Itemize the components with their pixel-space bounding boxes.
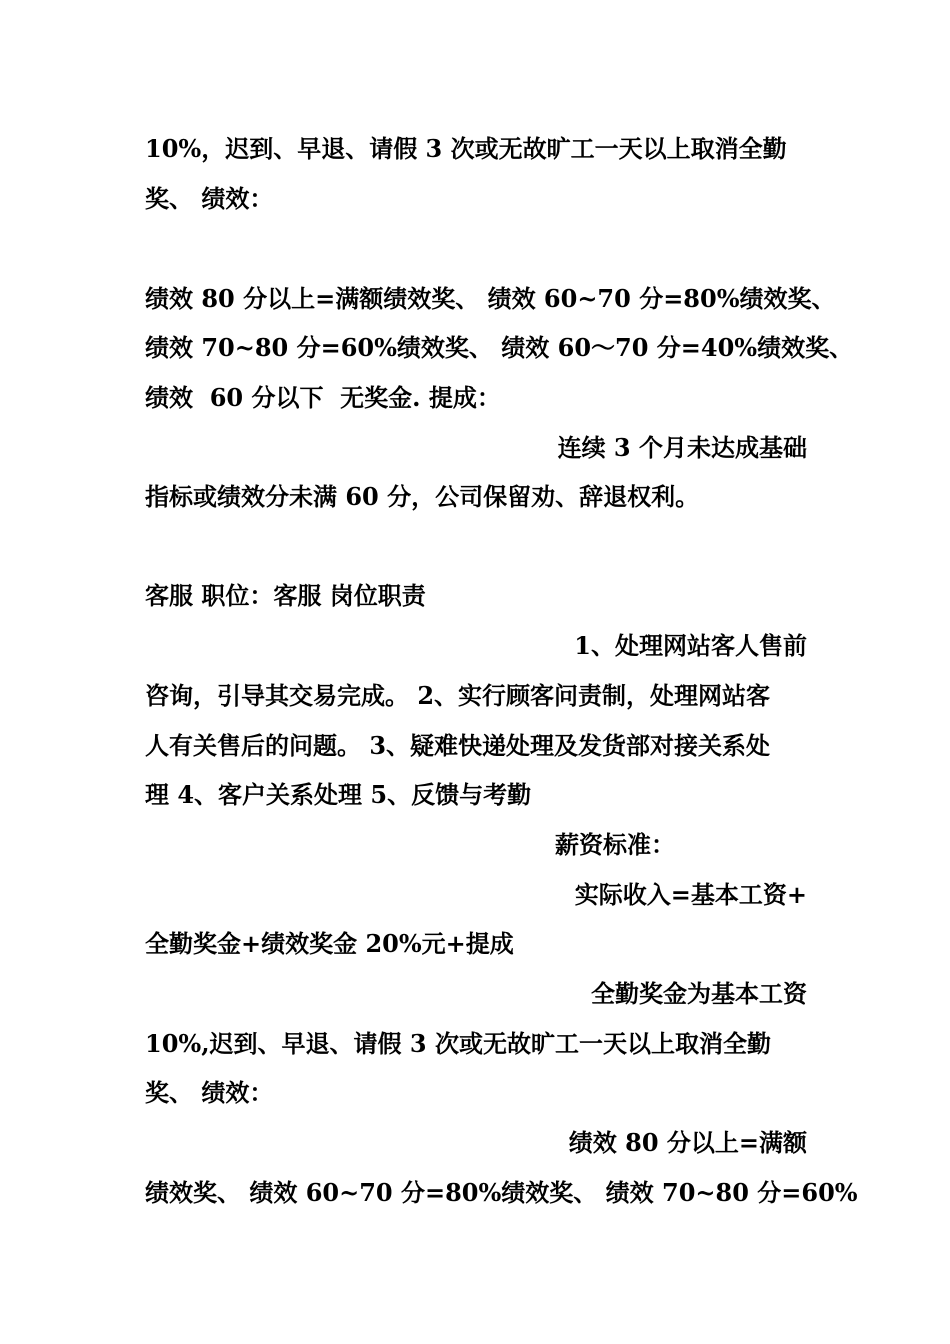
text-line: 1、处理网站客人售前 bbox=[574, 631, 807, 660]
text-line: 绩效奖、 绩效 60~70 分=80%绩效奖、 绩效 70~80 分=60% bbox=[145, 1178, 858, 1207]
text-line: 人有关售后的问题。 3、疑难快递处理及发货部对接关系处 bbox=[145, 731, 771, 760]
text-line: 10%，迟到、早退、请假 3 次或无故旷工一天以上取消全勤 bbox=[145, 134, 787, 163]
text-line: 绩效 80 分以上=满额 bbox=[568, 1128, 807, 1157]
text-line: 全勤奖金+绩效奖金 20%元+提成 bbox=[145, 929, 514, 958]
text-line: 全勤奖金为基本工资 bbox=[591, 979, 807, 1008]
text-line: 10%,迟到、早退、请假 3 次或无故旷工一天以上取消全勤 bbox=[145, 1029, 771, 1058]
text-line: 连续 3 个月未达成基础 bbox=[557, 433, 807, 462]
text-line: 指标或绩效分未满 60 分，公司保留劝、辞退权利。 bbox=[145, 482, 700, 511]
section-heading: 客服 职位：客服 岗位职责 bbox=[145, 581, 426, 610]
text-line: 绩效 80 分以上=满额绩效奖、 绩效 60~70 分=80%绩效奖、 bbox=[145, 284, 836, 313]
text-line: 实际收入=基本工资+ bbox=[574, 880, 807, 909]
text-line: 奖、 绩效： bbox=[145, 184, 274, 213]
text-line: 奖、 绩效： bbox=[145, 1078, 274, 1107]
text-line: 绩效 60 分以下 无奖金. 提成： bbox=[145, 383, 501, 412]
text-line: 咨询，引导其交易完成。 2、实行顾客问责制，处理网站客 bbox=[145, 681, 771, 710]
text-line: 理 4、客户关系处理 5、反馈与考勤 bbox=[145, 780, 532, 809]
salary-heading: 薪资标准： bbox=[555, 830, 675, 859]
text-line: 绩效 70~80 分=60%绩效奖、 绩效 60～70 分=40%绩效奖、 bbox=[145, 333, 854, 362]
